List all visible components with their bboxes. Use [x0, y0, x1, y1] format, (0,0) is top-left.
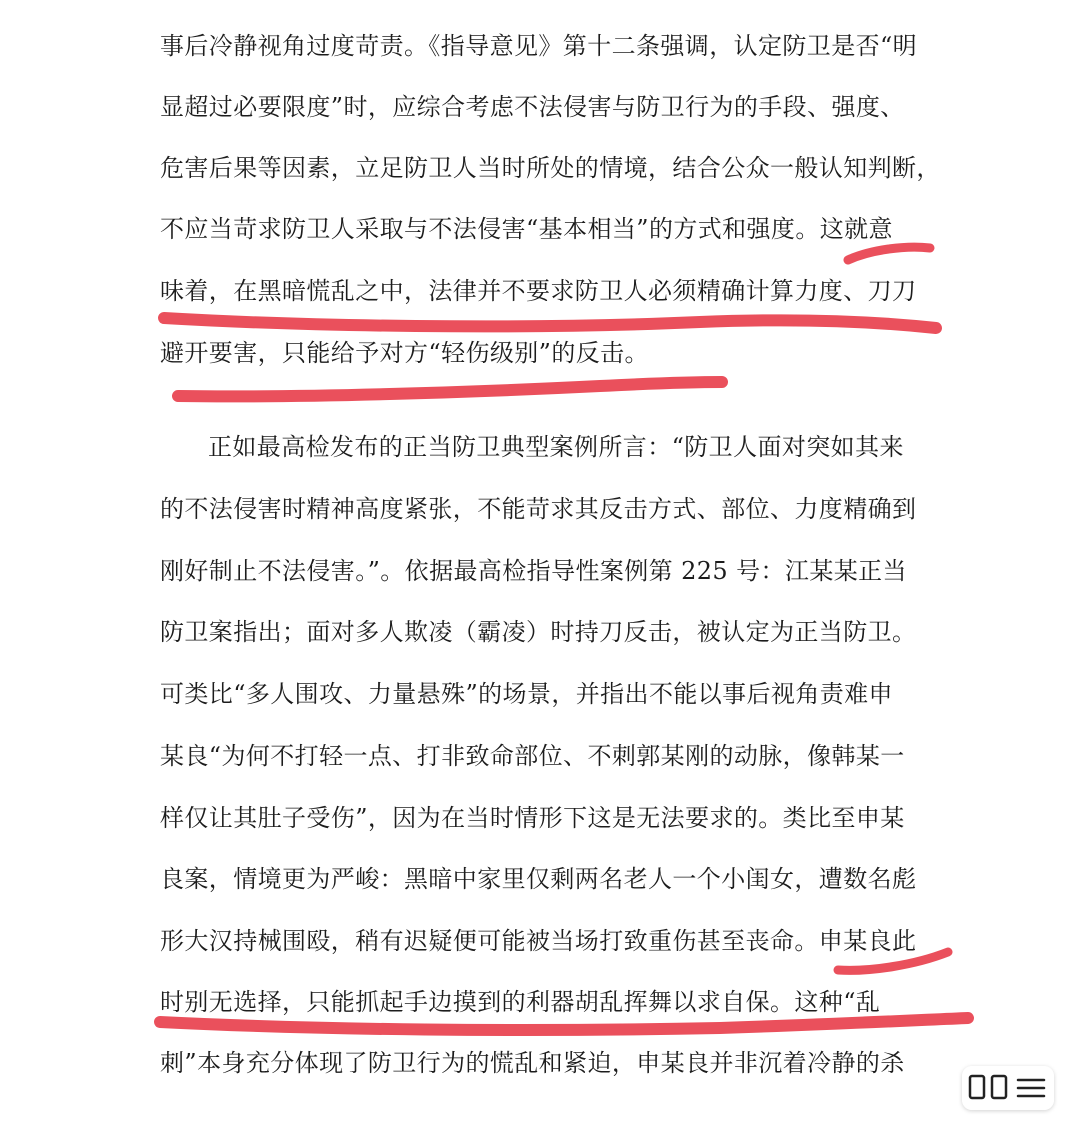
text-line: 某良“为何不打轻一点、打非致命部位、不刺郭某刚的动脉，像韩某一: [160, 742, 905, 770]
text-line: 不应当苛求防卫人采取与不法侵害“基本相当”的方式和强度。这就意: [160, 215, 893, 243]
text-line: 正如最高检发布的正当防卫典型案例所言：“防卫人面对突如其来: [208, 433, 904, 461]
text-line: 良案，情境更为严峻：黑暗中家里仅剩两名老人一个小闺女，遭数名彪: [160, 865, 917, 893]
text-line: 事后冷静视角过度苛责。《指导意见》第十二条强调，认定防卫是否“明: [160, 32, 918, 60]
text-line: 时别无选择，只能抓起手边摸到的利器胡乱挥舞以求自保。这种“乱: [160, 988, 881, 1016]
text-line: 显超过必要限度”时，应综合考虑不法侵害与防卫行为的手段、强度、: [160, 93, 905, 121]
text-line: 防卫案指出；面对多人欺凌（霸凌）时持刀反击，被认定为正当防卫。: [160, 618, 917, 646]
underline-mark: [160, 1018, 968, 1030]
text-line: 味着，在黑暗慌乱之中，法律并不要求防卫人必须精确计算力度、刀刀: [160, 277, 917, 305]
text-line: 的不法侵害时精神高度紧张，不能苛求其反击方式、部位、力度精确到: [160, 495, 917, 523]
text-line: 可类比“多人围攻、力量悬殊”的场景，并指出不能以事后视角责难申: [160, 680, 893, 708]
text-line: 刚好制止不法侵害。”。依据最高检指导性案例第 225 号：江某某正当: [160, 557, 907, 585]
text-line: 样仅让其肚子受伤”，因为在当时情形下这是无法要求的。类比至申某: [160, 804, 905, 832]
underline-mark: [164, 318, 936, 328]
text-line: 避开要害，只能给予对方“轻伤级别”的反击。: [160, 339, 649, 367]
underline-mark: [178, 382, 722, 396]
text-line: 刺”本身充分体现了防卫行为的慌乱和紧迫，申某良并非沉着冷静的杀: [160, 1049, 905, 1076]
text-line: 形大汉持械围殴，稍有迟疑便可能被当场打致重伤甚至丧命。申某良此: [160, 927, 917, 955]
underline-mark: [848, 247, 930, 260]
more-options-button[interactable]: [962, 1066, 1054, 1110]
text-line: 危害后果等因素，立足防卫人当时所处的情境，结合公众一般认知判断，: [160, 154, 941, 182]
more-options-icon: [962, 1066, 1054, 1110]
